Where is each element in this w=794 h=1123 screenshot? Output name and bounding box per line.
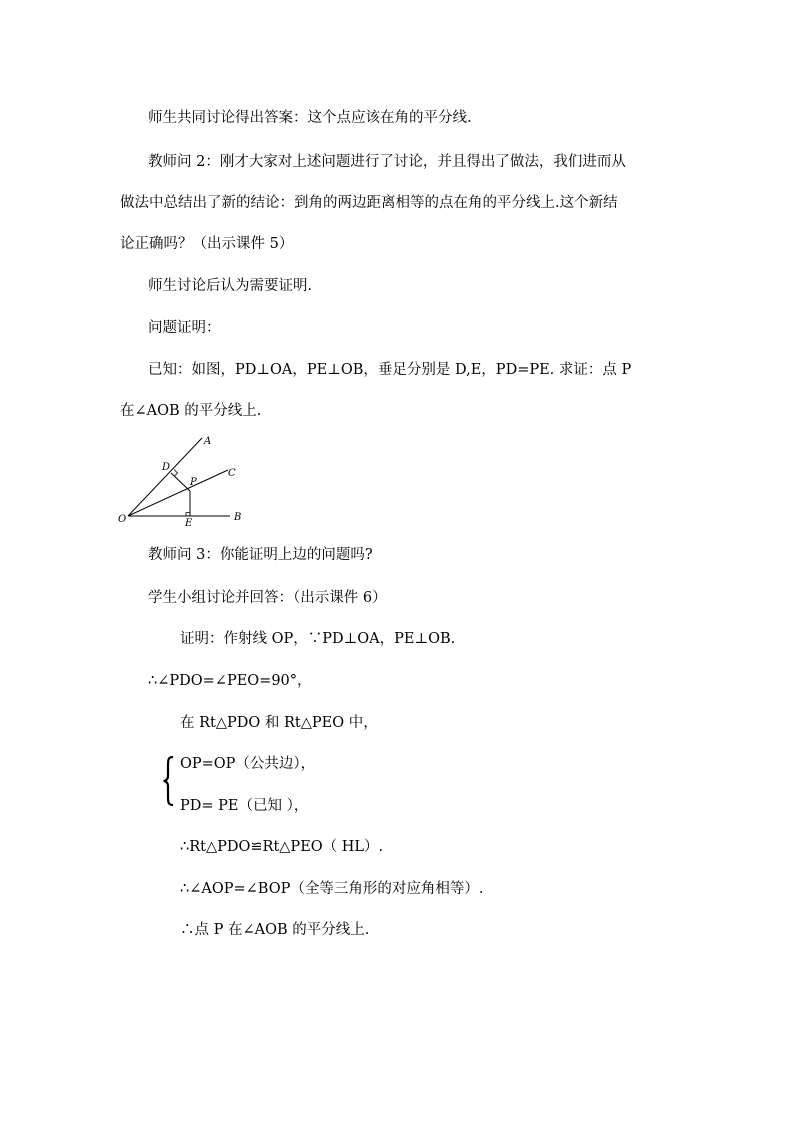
angle-bisector-figure [116, 432, 256, 528]
proof-line-2: ∴∠PDO=∠PEO=90°， [148, 673, 312, 689]
paragraph-given-line1: 已知：如图，PD⊥OA，PE⊥OB，垂足分别是 D,E，PD=PE. 求证：点 P [148, 362, 632, 378]
label-b: B [234, 512, 242, 523]
label-c: C [228, 468, 236, 479]
paragraph-given-line2: 在∠AOB 的平分线上. [120, 403, 262, 419]
paragraph-discussion: 师生讨论后认为需要证明. [148, 278, 313, 294]
right-angle-mark-e [186, 513, 190, 517]
right-angle-mark-d [174, 470, 178, 477]
label-d: D [162, 462, 171, 473]
label-e: E [185, 518, 193, 528]
paragraph-teacher-q2-line1: 教师问 2：刚才大家对上述问题进行了讨论，并且得出了做法，我们进而从 [148, 154, 626, 170]
proof-line-8: ∴点 P 在∠AOB 的平分线上. [180, 922, 370, 938]
proof-line-5: PD= PE（已知 ）， [180, 798, 309, 814]
paragraph-teacher-q2-line3: 论正确吗？（出示课件 5） [120, 236, 294, 252]
proof-line-7: ∴∠AOP=∠BOP（全等三角形的对应角相等）. [180, 881, 484, 897]
paragraph-teacher-q3: 教师问 3：你能证明上边的问题吗? [148, 547, 373, 563]
system-brace [162, 756, 176, 806]
proof-line-3: 在 Rt△PDO 和 Rt△PEO 中， [180, 715, 378, 731]
paragraph-proof-heading: 问题证明： [148, 320, 221, 336]
paragraph-student-answer: 学生小组讨论并回答：（出示课件 6） [148, 590, 387, 606]
proof-line-6: ∴Rt△PDO≌Rt△PEO（ HL）. [180, 839, 384, 855]
paragraph-teacher-q2-line2: 做法中总结出了新的结论：到角的两边距离相等的点在角的平分线上.这个新结 [120, 195, 618, 211]
angle-bisector-diagram [116, 432, 256, 528]
paragraph-answer: 师生共同讨论得出答案：这个点应该在角的平分线. [148, 110, 472, 126]
label-o: O [118, 514, 127, 525]
label-p: P [190, 477, 197, 488]
label-a: A [204, 436, 212, 447]
proof-line-4: OP=OP（公共边）， [180, 756, 316, 772]
ray-oc [128, 470, 228, 516]
segment-pd [171, 473, 190, 491]
proof-line-1: 证明：作射线 OP，∵PD⊥OA，PE⊥OB. [180, 631, 456, 647]
